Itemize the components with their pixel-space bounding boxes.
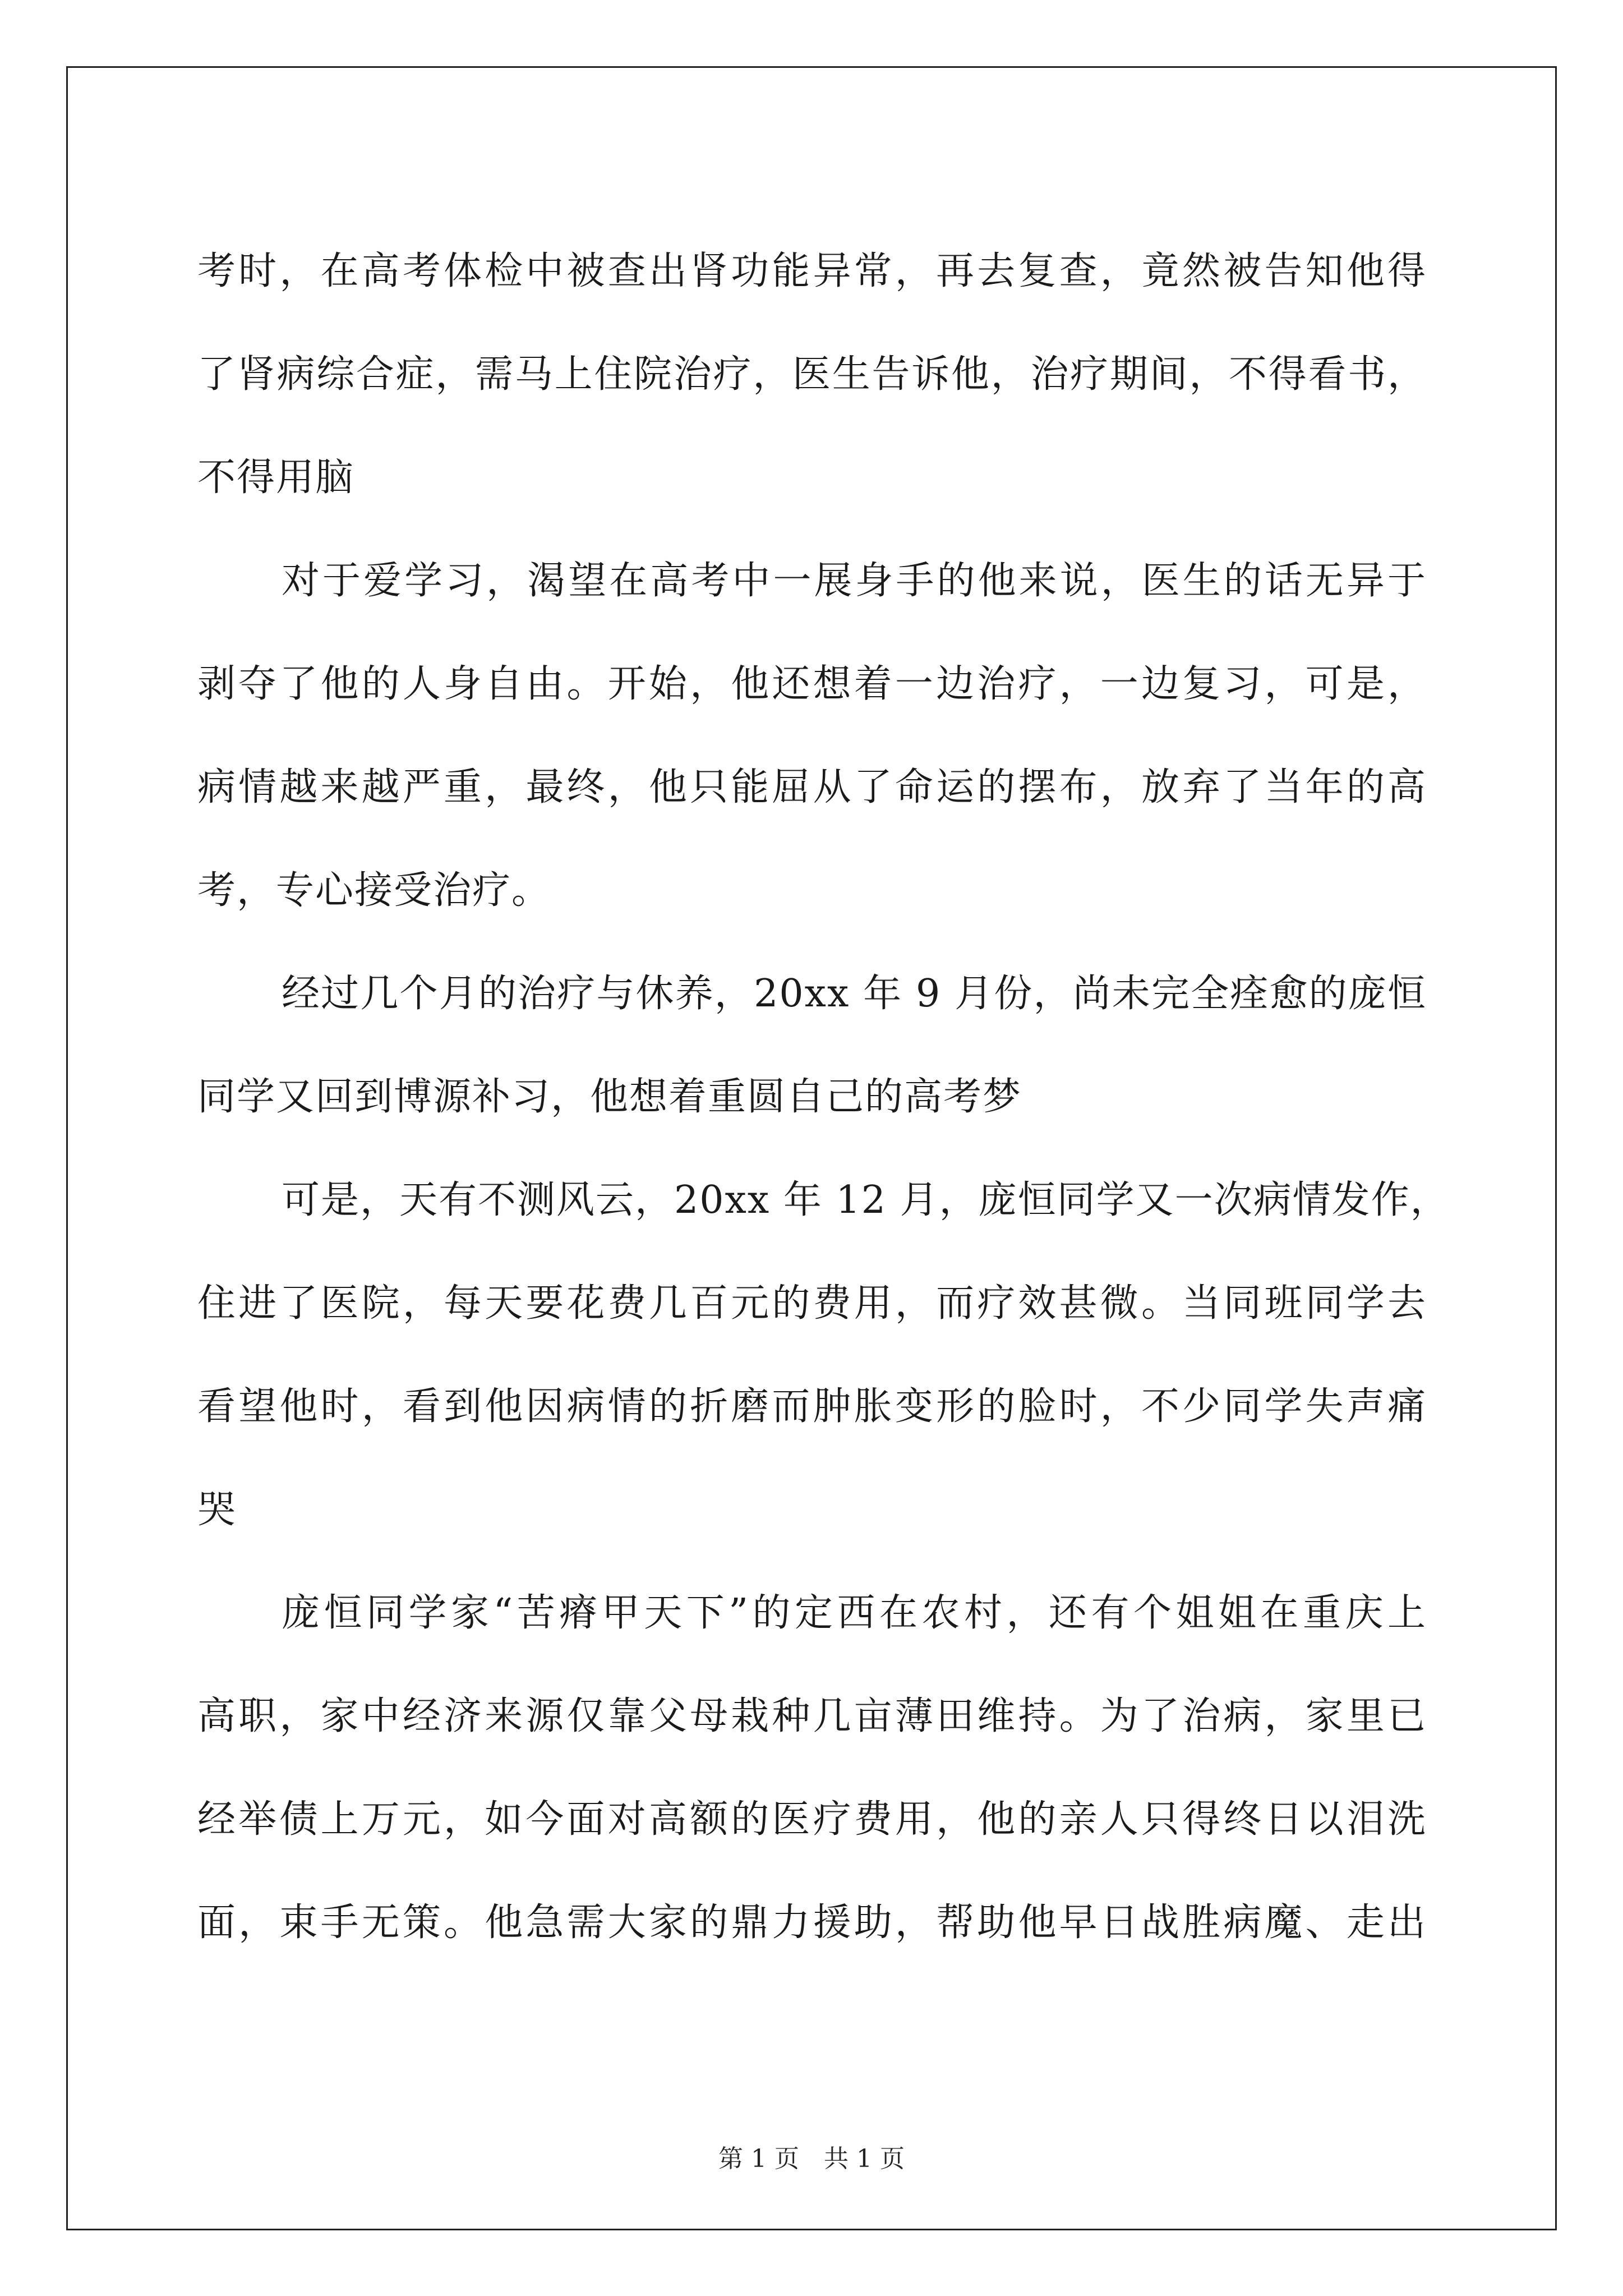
text-line: 病情越来越严重，最终，他只能屈从了命运的摆布，放弃了当年的高 <box>197 765 1427 809</box>
text-line: 了肾病综合症，需马上住院治疗，医生告诉他，治疗期间，不得看书， <box>197 352 1427 397</box>
text-line: 面，束手无策。他急需大家的鼎力援助，帮助他早日战胜病魔、走出 <box>197 1900 1427 1945</box>
paragraph-first-line: 经过几个月的治疗与休养，20xx 年 9 月份，尚未完全痊愈的庞恒 <box>282 971 1427 1016</box>
paragraph-first-line: 可是，天有不测风云，20xx 年 12 月，庞恒同学又一次病情发作， <box>282 1177 1450 1222</box>
page-number-footer: 第 1 页 共 1 页 <box>718 2145 905 2173</box>
text-line: 高职，家中经济来源仅靠父母栽种几亩薄田维持。为了治病，家里已 <box>197 1694 1427 1738</box>
text-line: 经举债上万元，如今面对高额的医疗费用，他的亲人只得终日以泪洗 <box>197 1797 1427 1842</box>
text-line: 看望他时，看到他因病情的折磨而肿胀变形的脸时，不少同学失声痛 <box>197 1384 1427 1429</box>
paragraph-first-line: 对于爱学习，渴望在高考中一展身手的他来说，医生的话无异于 <box>282 558 1427 603</box>
text-line: 考时，在高考体检中被查出肾功能异常，再去复查，竟然被告知他得 <box>197 249 1427 293</box>
text-line: 哭 <box>197 1487 237 1532</box>
text-line: 剥夺了他的人身自由。开始，他还想着一边治疗，一边复习，可是， <box>197 661 1427 706</box>
text-line: 考，专心接受治疗。 <box>197 868 551 913</box>
text-line: 住进了医院，每天要花费几百元的费用，而疗效甚微。当同班同学去 <box>197 1281 1427 1326</box>
document-body <box>197 216 1450 1971</box>
paragraph-first-line: 庞恒同学家“苦瘠甲天下”的定西在农村，还有个姐姐在重庆上 <box>282 1590 1427 1635</box>
text-line: 不得用脑 <box>197 455 355 500</box>
text-line: 同学又回到博源补习，他想着重圆自己的高考梦 <box>197 1074 1022 1119</box>
